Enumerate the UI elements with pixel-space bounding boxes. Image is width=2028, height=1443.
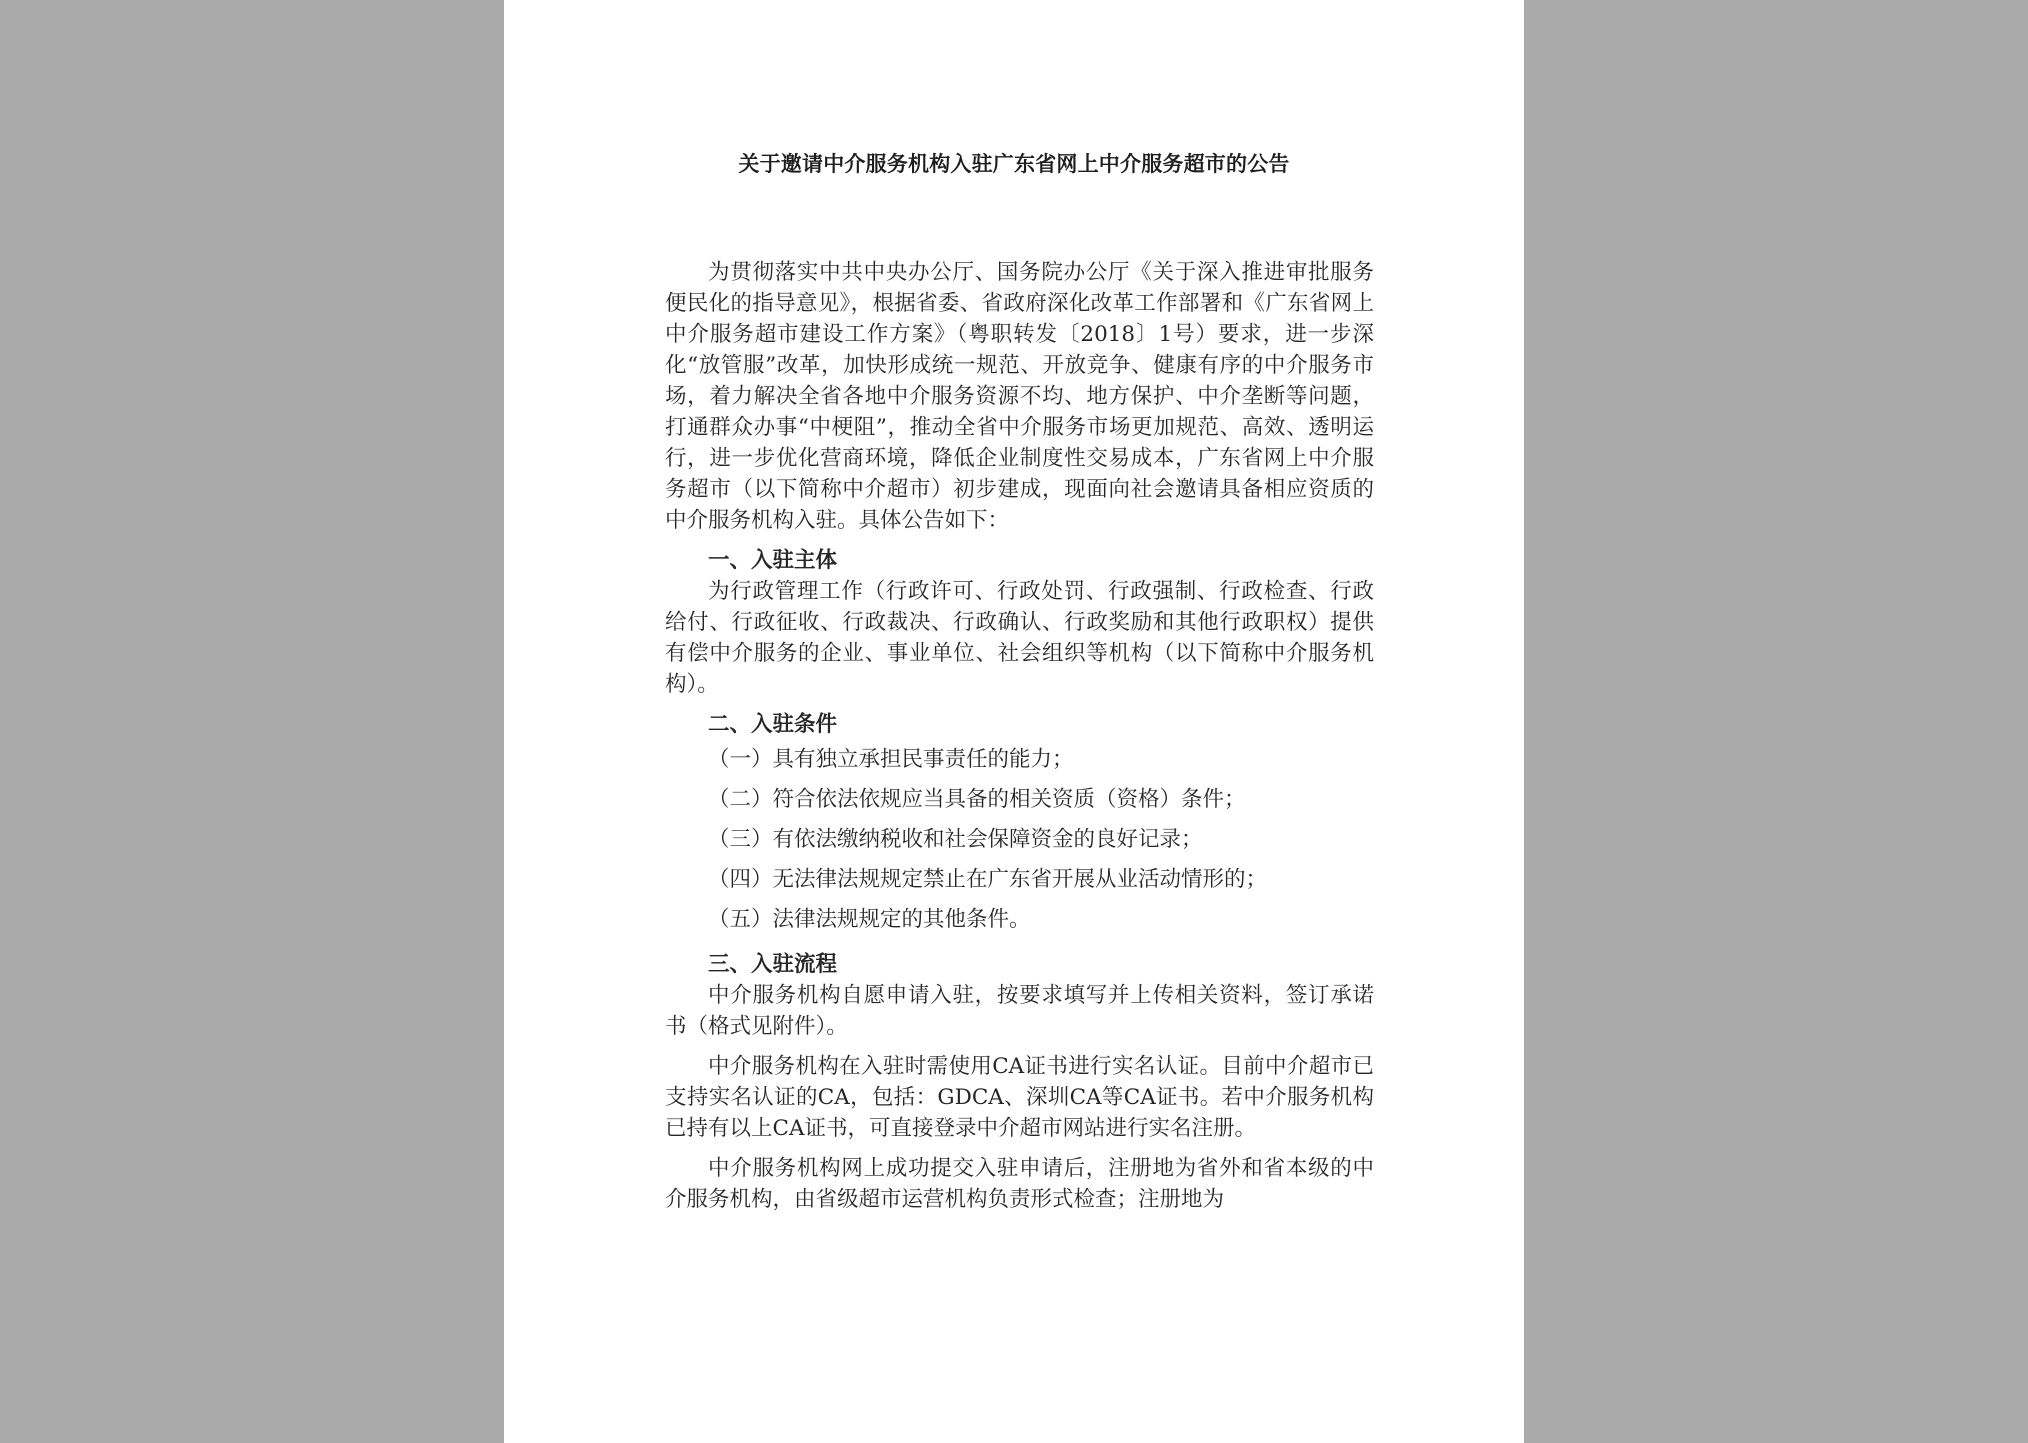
section-paragraph: 中介服务机构自愿申请入驻，按要求填写并上传相关资料，签订承诺书（格式见附件）。 (665, 983, 1374, 1039)
section-heading: 二、入驻条件 (708, 712, 838, 737)
section-paragraph: 中介服务机构在入驻时需使用CA证书进行实名认证。目前中介超市已支持实名认证的CA，包括：GDCA、深圳CA等CA证书。若中介服务机构已持有以上CA证书，可直接登录中介超市网站进行实名注册。 (665, 1054, 1374, 1141)
document-title: 关于邀请中介服务机构入驻广东省网上中介服务超市的公告 (738, 151, 1290, 176)
section-paragraph: 中介服务机构网上成功提交入驻申请后，注册地为省外和省本级的中介服务机构，由省级超市运营机构负责形式检查；注册地为 (665, 1156, 1374, 1212)
document-page (504, 0, 1524, 1443)
section-paragraph: 为行政管理工作（行政许可、行政处罚、行政强制、行政检查、行政给付、行政征收、行政裁决、行政确认、行政奖励和其他行政职权）提供有偿中介服务的企业、事业单位、社会组织等机构（以下简称中介服务机构）。 (665, 579, 1374, 697)
document-body (665, 257, 1374, 1215)
section-heading: 一、入驻主体 (708, 548, 838, 573)
condition-item: （一）具有独立承担民事责任的能力； (708, 747, 1074, 772)
condition-item: （四）无法律法规规定禁止在广东省开展从业活动情形的； (708, 867, 1268, 892)
condition-item: （五）法律法规规定的其他条件。 (708, 907, 1031, 932)
intro-paragraph: 为贯彻落实中共中央办公厅、国务院办公厅《关于深入推进审批服务便民化的指导意见》，根据省委、省政府深化改革工作部署和《广东省网上中介服务超市建设工作方案》（粤职转发〔2018〕1号）要求，进一步深化“放管服”改革，加快形成统一规范、开放竞争、健康有序的中介服务市场，着力解决全省各地中介服务资源不均、地方保护、中介垄断等问题，打通群众办事“中梗阻”，推动全省中介服务市场更加规范、高效、透明运行，进一步优化营商环境，降低企业制度性交易成本，广东省网上中介服务超市（以下简称中介超市）初步建成，现面向社会邀请具备相应资质的中介服务机构入驻。具体公告如下： (665, 260, 1374, 533)
condition-item: （三）有依法缴纳税收和社会保障资金的良好记录； (708, 827, 1203, 852)
section-heading: 三、入驻流程 (708, 952, 838, 977)
condition-item: （二）符合依法依规应当具备的相关资质（资格）条件； (708, 787, 1246, 812)
